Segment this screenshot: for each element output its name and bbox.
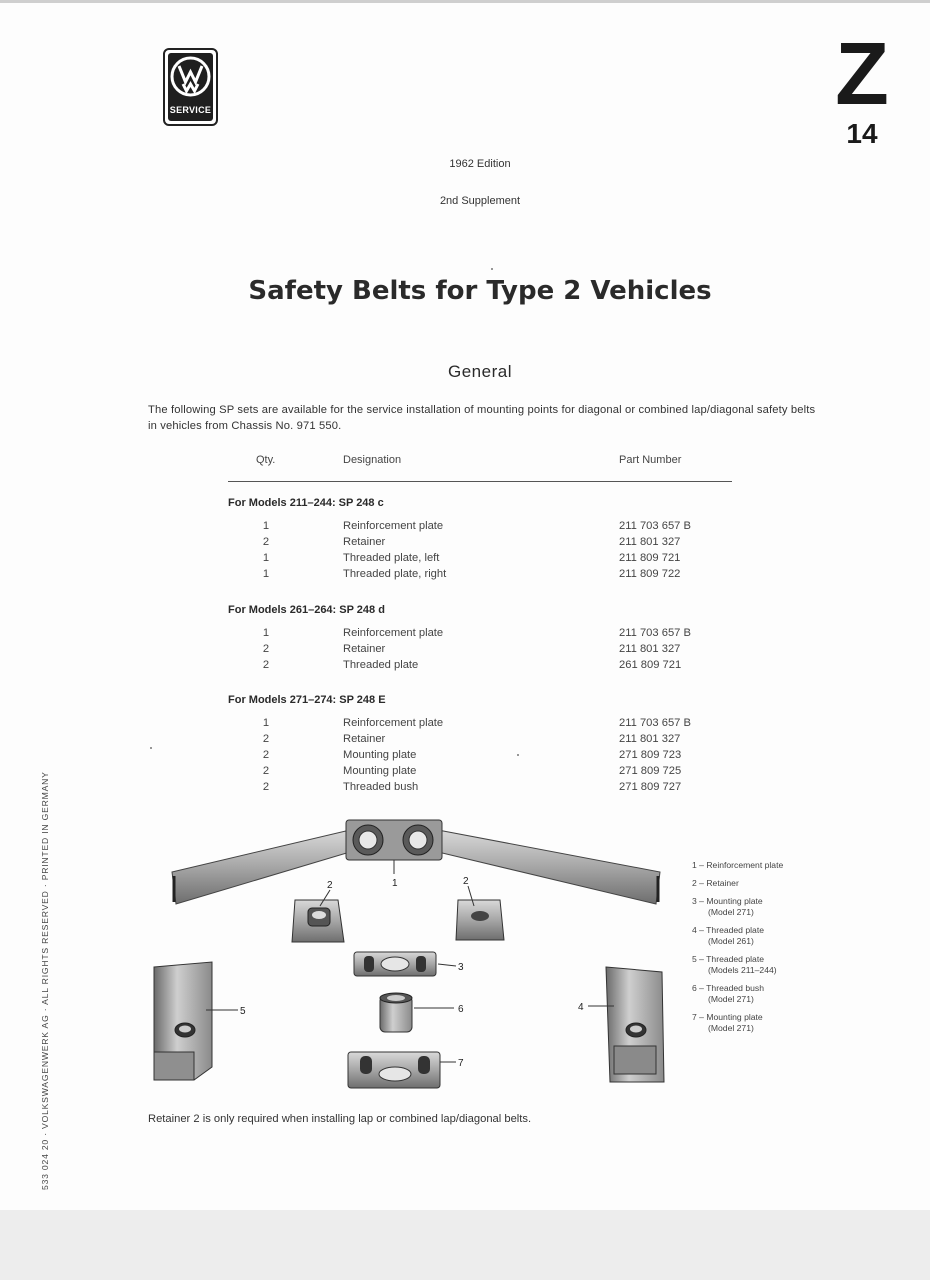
part-number-cell: 211 801 327 — [619, 643, 681, 655]
qty-cell: 2 — [262, 781, 270, 793]
callout-label: 4 — [578, 1002, 584, 1013]
side-imprint: 533 024 20 · VOLKSWAGENWERK AG · ALL RIGHTS RESERVED · PRINTED IN GERMANY — [40, 771, 50, 1190]
designation-cell: Retainer — [343, 536, 386, 548]
callout-label: 5 — [240, 1006, 246, 1017]
designation-cell: Reinforcement plate — [343, 717, 444, 729]
legend-item: 7 – Mounting plate (Model 271) — [692, 1012, 763, 1033]
group-title: For Models 271–274: SP 248 E — [228, 694, 386, 706]
group-title: For Models 211–244: SP 248 c — [228, 497, 384, 509]
part-number-cell: 271 809 723 — [619, 749, 682, 761]
designation-cell: Reinforcement plate — [343, 627, 444, 639]
table-row — [0, 749, 930, 765]
edition-text: 1962 Edition — [449, 158, 511, 170]
table-row — [0, 643, 930, 659]
threaded-bush-part — [380, 993, 454, 1032]
callout-label: 2 — [463, 876, 469, 887]
table-row — [0, 568, 930, 584]
legend-item: 3 – Mounting plate (Model 271) — [692, 896, 763, 917]
scan-background — [0, 1212, 930, 1280]
part-number-cell: 211 703 657 B — [619, 717, 691, 729]
qty-cell: 2 — [262, 733, 270, 745]
qty-cell: 2 — [262, 643, 270, 655]
legend-item: 5 – Threaded plate (Models 211–244) — [692, 954, 777, 975]
intro-paragraph: The following SP sets are available for the service installation of mounting points for diagonal or combined lap/diagonal safety belts in vehicles from Chassis No. 971 550. — [148, 404, 816, 432]
part-number-cell: 271 809 725 — [619, 765, 682, 777]
part-number-cell: 211 703 657 B — [619, 520, 691, 532]
table-row — [0, 520, 930, 536]
qty-cell: 1 — [262, 568, 270, 580]
designation-cell: Retainer — [343, 733, 386, 745]
qty-cell: 2 — [262, 749, 270, 761]
table-row — [0, 717, 930, 733]
mounting-plate-part-3 — [354, 952, 456, 976]
threaded-plate-part-5 — [154, 962, 238, 1080]
qty-cell: 1 — [262, 627, 270, 639]
part-number-cell: 211 703 657 B — [619, 627, 691, 639]
reinforcement-plate-part — [172, 820, 660, 904]
table-row — [0, 627, 930, 643]
column-header-part-number: Part Number — [619, 454, 682, 466]
legend-item: 4 – Threaded plate (Model 261) — [692, 925, 764, 946]
threaded-plate-part-4 — [588, 967, 664, 1082]
qty-cell: 2 — [262, 765, 270, 777]
qty-cell: 1 — [262, 552, 270, 564]
callout-label: 1 — [392, 878, 398, 889]
part-number-cell: 211 801 327 — [619, 536, 681, 548]
designation-cell: Threaded bush — [343, 781, 419, 793]
retainer-part-right — [456, 886, 504, 940]
designation-cell: Threaded plate, left — [343, 552, 440, 564]
qty-cell: 1 — [262, 717, 270, 729]
part-number-cell: 211 801 327 — [619, 733, 681, 745]
section-heading: General — [448, 362, 512, 381]
scan-edge — [0, 0, 930, 3]
qty-cell: 2 — [262, 536, 270, 548]
table-row — [0, 733, 930, 749]
designation-cell: Mounting plate — [343, 749, 417, 761]
column-header-designation: Designation — [343, 454, 402, 466]
callout-label: 2 — [327, 880, 333, 891]
table-row — [0, 552, 930, 568]
speck — [517, 754, 519, 756]
speck — [150, 747, 152, 749]
vw-service-logo — [163, 48, 218, 126]
part-number-cell: 211 809 721 — [619, 552, 681, 564]
group-title: For Models 261–264: SP 248 d — [228, 604, 385, 616]
callout-label: 3 — [458, 962, 464, 973]
table-row — [0, 536, 930, 552]
designation-cell: Threaded plate — [343, 659, 419, 671]
retainer-part-left — [292, 890, 344, 942]
mounting-plate-part-7 — [348, 1052, 456, 1088]
header-rule — [228, 481, 732, 482]
footnote: Retainer 2 is only required when installing lap or combined lap/diagonal belts. — [148, 1113, 532, 1125]
legend-item: 1 – Reinforcement plate — [692, 860, 784, 870]
designation-cell: Retainer — [343, 643, 386, 655]
parts-legend — [692, 860, 822, 1041]
part-number-cell: 271 809 727 — [619, 781, 682, 793]
table-row — [0, 659, 930, 675]
callout-label: 7 — [458, 1058, 464, 1069]
designation-cell: Reinforcement plate — [343, 520, 444, 532]
designation-cell: Mounting plate — [343, 765, 417, 777]
legend-item: 6 – Threaded bush (Model 271) — [692, 983, 764, 1004]
designation-cell: Threaded plate, right — [343, 568, 447, 580]
column-header-qty: Qty. — [256, 454, 276, 466]
vw-emblem-icon — [170, 56, 211, 97]
speck — [491, 268, 493, 270]
parts-illustration — [140, 812, 680, 1097]
section-number: 14 — [846, 118, 878, 149]
table-row — [0, 781, 930, 797]
table-row — [0, 765, 930, 781]
supplement-text: 2nd Supplement — [439, 195, 521, 207]
callout-label: 6 — [458, 1004, 464, 1015]
legend-item: 2 – Retainer — [692, 878, 739, 888]
part-number-cell: 261 809 721 — [619, 659, 682, 671]
page-title: Safety Belts for Type 2 Vehicles — [248, 276, 712, 306]
logo-text: SERVICE — [169, 105, 212, 115]
part-number-cell: 211 809 722 — [619, 568, 681, 580]
qty-cell: 1 — [262, 520, 270, 532]
section-letter: Z — [835, 24, 889, 123]
qty-cell: 2 — [262, 659, 270, 671]
